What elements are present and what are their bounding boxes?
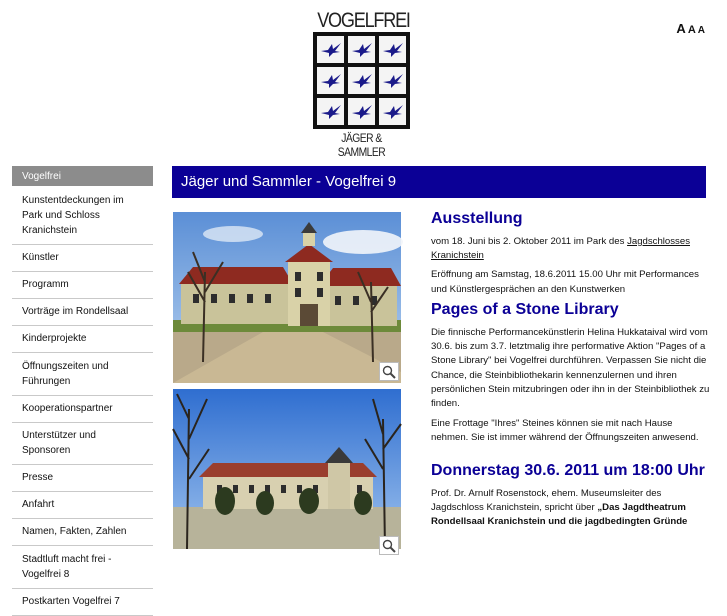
sidebar-item-vogelfrei[interactable]: Vogelfrei [12, 166, 153, 187]
castle-trees-image [173, 389, 401, 549]
ausstellung-dates [431, 235, 711, 263]
logo-subtitle: JÄGER & SAMMLER [337, 131, 386, 159]
sidebar-item-programm[interactable]: Programm [12, 272, 153, 299]
ausstellung-heading: Ausstellung [431, 210, 523, 227]
donnerstag-text-bold: „Das Jagdtheatrum Rondellsaal Kranichstein und die jagdbedingten Gründe [431, 502, 688, 528]
stone-library-text: Die finnische Performancekünstlerin Helina Hukkataival wird vom 30.6. bis zum 3.7. letztmalig ihre performative Aktion "Pages of a Stone Library" bei Vogelfrei durchführen. Verpassen Sie nicht die Chance, die Steinbibliothekarin kennenzulernen und ihren persönlichen Stein mitzubringen oder ihn in der Steinbibliothek zu finden. [431, 327, 710, 410]
castle-front-photo[interactable] [173, 212, 401, 383]
sidebar-item-anfahrt[interactable]: Anfahrt [12, 492, 153, 519]
ausstellung-opening: Eröffnung am Samstag, 18.6.2011 15.00 Uhr mit Performances und Künstlergesprächen an den Kunstwerken [431, 269, 699, 295]
bird-icon [317, 98, 344, 125]
logo-title: VOGELFREI [317, 9, 410, 32]
ausstellung-dates-text: vom 18. Juni bis 2. Oktober 2011 im Park des [431, 236, 628, 247]
stone-library-frottage: Eine Frottage "Ihres" Steines können sie mit nach Hause nehmen. Sie ist immer während der Öffnungszeiten anwesend. [431, 418, 699, 444]
sidebar-item-namen-fakten[interactable]: Namen, Fakten, Zahlen [12, 519, 153, 546]
bird-icon [379, 67, 406, 94]
vogelfrei-logo[interactable] [310, 9, 413, 159]
page-title: Jäger und Sammler - Vogelfrei 9 [172, 166, 706, 198]
magnifier-icon [382, 539, 396, 553]
sidebar-item-unterstuetzer[interactable]: Unterstützer und Sponsoren [12, 423, 153, 465]
castle-front-image [173, 212, 401, 383]
zoom-button[interactable] [379, 536, 399, 555]
section-stone-library [431, 300, 711, 446]
donnerstag-text [431, 487, 711, 530]
bird-icon [348, 98, 375, 125]
font-size-small-button[interactable]: A [697, 25, 705, 36]
donnerstag-heading: Donnerstag 30.6. 2011 um 18:00 Uhr [431, 462, 705, 479]
font-size-large-button[interactable]: A [676, 21, 686, 36]
magnifier-icon [382, 365, 396, 379]
sidebar-item-kuenstler[interactable]: Künstler [12, 245, 153, 272]
bird-icon [379, 98, 406, 125]
sidebar-item-postkarten[interactable]: Postkarten Vogelfrei 7 [12, 589, 153, 616]
sidebar-nav [12, 166, 153, 616]
bird-icon [379, 36, 406, 63]
section-donnerstag [431, 459, 711, 530]
sidebar-item-kinderprojekte[interactable]: Kinderprojekte [12, 326, 153, 353]
sidebar-item-vortraege[interactable]: Vorträge im Rondellsaal [12, 299, 153, 326]
logo-bird-grid [313, 32, 410, 129]
font-size-medium-button[interactable]: A [687, 24, 696, 36]
castle-trees-photo[interactable] [173, 389, 401, 549]
zoom-button[interactable] [379, 362, 399, 381]
sidebar-item-stadtluft[interactable]: Stadtluft macht frei - Vogelfrei 8 [12, 546, 153, 589]
bird-icon [317, 67, 344, 94]
sidebar-item-presse[interactable]: Presse [12, 465, 153, 492]
sidebar-item-oeffnungszeiten[interactable]: Öffnungszeiten und Führungen [12, 353, 153, 396]
section-ausstellung [431, 209, 711, 297]
jagdschloss-link[interactable]: Jagdschlosses Kranichstein [431, 236, 690, 262]
font-size-switcher [676, 21, 705, 36]
donnerstag-text-plain: Prof. Dr. Arnulf Rosenstock, ehem. Museumsleiter des Jagdschloss Kranichstein, spricht über [431, 488, 662, 514]
stone-library-heading: Pages of a Stone Library [431, 301, 619, 318]
bird-icon [348, 36, 375, 63]
sidebar-item-kooperationspartner[interactable]: Kooperationspartner [12, 396, 153, 423]
sidebar-item-kunstentdeckungen[interactable]: Kunstentdeckungen im Park und Schloss Kranichstein [12, 187, 153, 245]
bird-icon [317, 36, 344, 63]
bird-icon [348, 67, 375, 94]
